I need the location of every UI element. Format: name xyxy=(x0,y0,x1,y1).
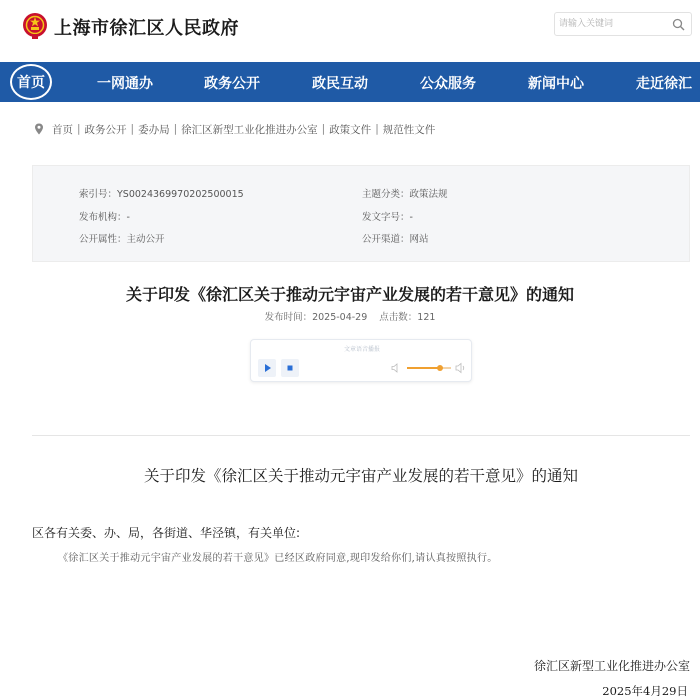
meta-topic: 主题分类：政策法规 xyxy=(362,189,448,200)
stop-button[interactable] xyxy=(281,359,299,377)
signature-organization: 徐汇区新型工业化推进办公室 xyxy=(533,659,690,673)
volume-low-icon[interactable] xyxy=(391,363,401,373)
content-divider xyxy=(32,435,690,436)
play-button[interactable] xyxy=(258,359,276,377)
hit-count: 点击数：121 xyxy=(379,312,436,323)
breadcrumb-separator: | xyxy=(130,123,135,135)
signature-date: 2025年4月29日 xyxy=(602,684,688,698)
nav-home[interactable] xyxy=(10,64,52,100)
nav-item-news[interactable]: 新闻中心 xyxy=(528,76,584,92)
meta-issuer: 发布机构：- xyxy=(79,212,130,223)
stop-icon xyxy=(281,359,299,377)
nav-item-about[interactable]: 走近徐汇 xyxy=(636,76,692,92)
national-emblem-icon xyxy=(22,12,48,40)
breadcrumb-bureaus[interactable]: 委办局 xyxy=(138,123,170,136)
meta-disclosure: 公开属性：主动公开 xyxy=(79,234,165,245)
breadcrumb-separator: | xyxy=(375,123,379,135)
article-title: 关于印发《徐汇区关于推动元宇宙产业发展的若干意见》的通知 xyxy=(125,285,574,304)
breadcrumb xyxy=(34,121,435,137)
breadcrumb-separator: | xyxy=(173,123,178,135)
document-paragraph: 《徐汇区关于推动元宇宙产业发展的若干意见》已经区政府同意,现印发给你们,请认真按照执行。 xyxy=(58,553,498,564)
nav-item-services[interactable]: 一网通办 xyxy=(97,76,153,92)
meta-channel: 公开渠道：网站 xyxy=(362,234,429,245)
meta-doc-no: 发文字号：- xyxy=(362,212,413,223)
nav-item-interaction[interactable]: 政民互动 xyxy=(312,76,368,92)
meta-index-no: 索引号：YS0024369970202500015 xyxy=(79,189,244,200)
nav-item-gov-affairs[interactable]: 政务公开 xyxy=(204,76,260,92)
breadcrumb-office[interactable]: 徐汇区新型工业化推进办公室 xyxy=(181,123,318,136)
search-box[interactable] xyxy=(554,12,692,36)
audio-player-label: 文章语音播报 xyxy=(343,346,380,353)
breadcrumb-separator: | xyxy=(77,123,81,135)
volume-high-icon[interactable] xyxy=(455,362,467,374)
play-icon xyxy=(258,359,276,377)
search-icon[interactable] xyxy=(672,18,685,31)
audio-player xyxy=(250,339,472,382)
volume-slider-knob[interactable] xyxy=(437,365,443,371)
document-title: 关于印发《徐汇区关于推动元宇宙产业发展的若干意见》的通知 xyxy=(143,467,578,485)
main-nav xyxy=(0,62,700,102)
breadcrumb-home[interactable]: 首页 xyxy=(52,123,73,136)
search-input[interactable] xyxy=(559,15,667,33)
document-addressee: 区各有关委、办、局，各街道、华泾镇，有关单位: xyxy=(32,526,301,540)
nav-item-public-service[interactable]: 公众服务 xyxy=(420,76,476,92)
site-header xyxy=(0,0,700,62)
breadcrumb-policy[interactable]: 政策文件 xyxy=(329,123,372,136)
breadcrumb-normative[interactable]: 规范性文件 xyxy=(382,123,436,136)
site-title[interactable]: 上海市徐汇区人民政府 xyxy=(54,18,239,39)
volume-slider-fill xyxy=(407,367,440,369)
location-pin-icon xyxy=(34,123,44,135)
nav-home-label: 首页 xyxy=(17,75,45,91)
breadcrumb-gov-affairs[interactable]: 政务公开 xyxy=(84,123,127,136)
volume-slider[interactable] xyxy=(407,367,451,369)
document-metadata-panel xyxy=(32,165,690,262)
article-info xyxy=(0,309,700,323)
publish-date: 发布时间：2025-04-29 xyxy=(264,312,368,323)
breadcrumb-separator: | xyxy=(321,123,326,135)
